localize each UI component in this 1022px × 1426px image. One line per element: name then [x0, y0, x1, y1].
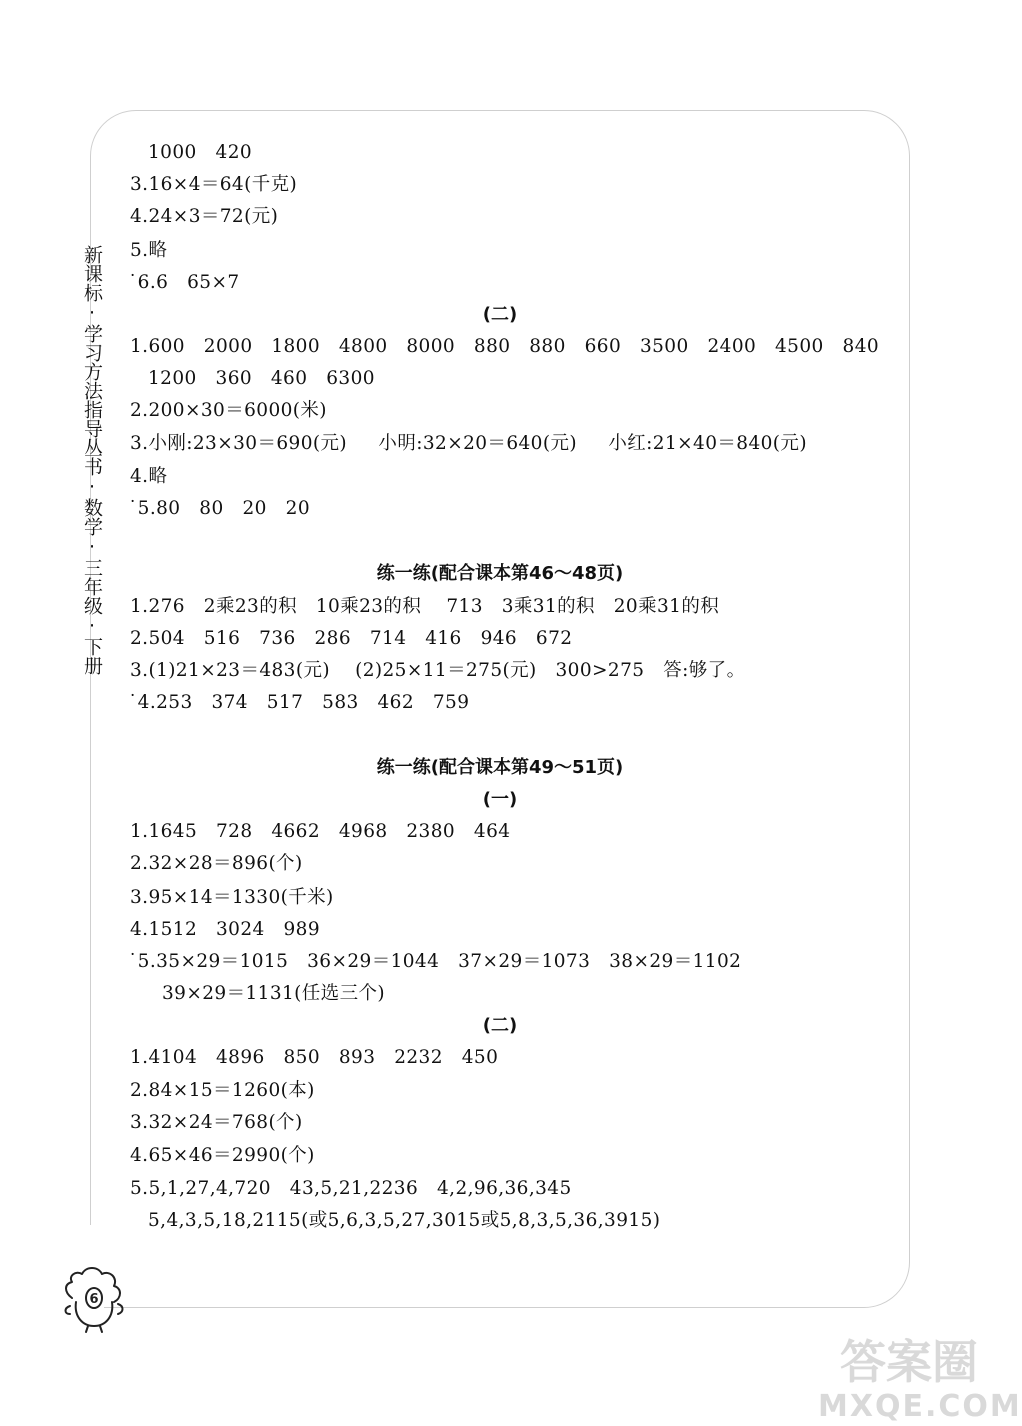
answer-line: 5.5,1,27,4,720 43,5,21,2236 4,2,96,36,345 [130, 1178, 572, 1199]
answer-line: ˙5.80 80 20 20 [128, 498, 310, 519]
watermark-url: MXQE.COM [818, 1389, 1022, 1424]
section-heading: (二) [482, 304, 518, 325]
answer-line: ˙5.35×29＝1015 36×29＝1044 37×29＝1073 38×29＝1102 [128, 951, 742, 972]
answer-line: 3.32×24＝768(个) [130, 1112, 303, 1133]
section-heading: (二) [482, 1015, 518, 1036]
answer-line: 1.276 2乘23的积 10乘23的积 713 3乘31的积 20乘31的积 [130, 596, 720, 617]
answer-line: 2.32×28＝896(个) [130, 853, 303, 874]
watermark-logo: 答案圈 [840, 1335, 978, 1389]
watermark [818, 1330, 1022, 1426]
answer-line: ˙6.6 65×7 [128, 272, 240, 293]
chick-mascot-icon [58, 1262, 130, 1334]
answer-line: 3.16×4＝64(千克) [130, 174, 298, 195]
answer-line: 4.略 [130, 466, 168, 487]
answer-line: 4.1512 3024 989 [130, 919, 321, 940]
answer-line: 3.95×14＝1330(千米) [130, 887, 334, 908]
answer-line: 4.24×3＝72(元) [130, 206, 279, 227]
answer-line: 2.84×15＝1260(本) [130, 1080, 315, 1101]
answer-line: 4.65×46＝2990(个) [130, 1145, 315, 1166]
answer-line: 2.200×30＝6000(米) [130, 400, 327, 421]
answer-line: 39×29＝1131(任选三个) [162, 983, 385, 1004]
section-heading: 练一练(配合课本第49～51页) [376, 757, 624, 778]
answer-line: 1.4104 4896 850 893 2232 450 [130, 1047, 499, 1068]
answer-line: 1.600 2000 1800 4800 8000 880 880 660 3500 2400 4500 840 [130, 336, 880, 357]
answer-line: 2.504 516 736 286 714 416 946 672 [130, 628, 573, 649]
section-heading: 练一练(配合课本第46～48页) [376, 563, 624, 584]
answer-line: 5,4,3,5,18,2115(或5,6,3,5,27,3015或5,8,3,5,36,3915) [148, 1210, 661, 1231]
answer-line: 3.(1)21×23＝483(元) (2)25×11＝275(元) 300>275 答:够了。 [130, 660, 746, 681]
page-number: 6 [89, 1292, 99, 1307]
answer-line: 1200 360 460 6300 [148, 368, 375, 389]
book-series-title: 新课标·学习方法指导丛书·数学·三年级·下册 [81, 245, 103, 675]
answer-line: 3.小刚:23×30＝690(元) 小明:32×20＝640(元) 小红:21×40＝840(元) [130, 433, 807, 454]
answer-line: 5.略 [130, 240, 168, 261]
answer-line: 1000 420 [148, 142, 253, 163]
answer-line: 1.1645 728 4662 4968 2380 464 [130, 821, 511, 842]
answer-line: ˙4.253 374 517 583 462 759 [128, 692, 470, 713]
section-heading: (一) [482, 789, 518, 810]
